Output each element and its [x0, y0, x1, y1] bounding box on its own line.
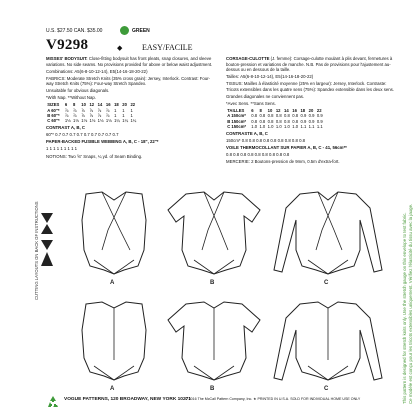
table-cell: 1.0: [267, 123, 274, 129]
french-title: CORSAGE-CULOTTE: [226, 56, 270, 61]
view-c-back: [274, 302, 382, 380]
figure-label: C: [324, 386, 329, 392]
french-unsuitable: Grandes diagonales ne conviennent pas.: [226, 93, 305, 99]
stretch-note-french: Ce modèle est conçu pour les tricots extensibles uniquement. Vérifiez l'élasticité du tissu avec la jauge.: [408, 203, 413, 404]
table-cell: 1.1: [316, 123, 323, 129]
table-cell: 0.8: [251, 113, 258, 119]
view-a-back: [82, 302, 146, 380]
english-nap-note: *With Nap. **Without Nap.: [46, 95, 96, 101]
cutting-layouts-note: CUTTING LAYOUTS ON BACK OF INSTRUCTIONS: [34, 201, 39, 300]
copyright-line: © 2016 The McCall Pattern Company, Inc. ★ PRINTED IN U.S.A. SOLD FOR INDIVIDUAL HOME USE ONLY: [185, 397, 361, 401]
row-label: B 150cm*: [227, 118, 247, 124]
view-b-back: [168, 302, 260, 380]
table-header: 14: [97, 102, 103, 108]
publisher-address: VOGUE PATTERNS, 120 BROADWAY, NEW YORK 10271: [64, 397, 191, 402]
stretch-gauge-strip: [399, 0, 416, 416]
table-cell: ⅞: [97, 113, 102, 119]
table-cell: 1⅛: [89, 118, 96, 124]
table-cell: 1: [122, 107, 125, 113]
table-header: 6: [64, 102, 68, 108]
french-fabrics: TISSUS: Mailles à élasticité moyenne (25% en largeur): Jersey, Interlock. Contraste: Tricots extensibles dans les quatre sens (75%): Spandex extensible dans les deux sens.: [226, 81, 394, 92]
table-cell: ⅞: [105, 113, 110, 119]
table-cell: ⅞: [97, 107, 102, 113]
english-notions: NOTIONS: Two ⅝" Snaps, ¼ yd. of Seam Binding.: [46, 153, 143, 159]
french-column: [226, 56, 394, 166]
row-label: C 150cm*: [227, 123, 247, 129]
table-cell: 0.8: [267, 113, 274, 119]
french-nap-note: *Avec Sens. **Sans Sens.: [226, 100, 276, 106]
table-cell: 0.8: [251, 118, 258, 124]
table-cell: 0.8: [284, 118, 290, 124]
table-cell: 1.0: [292, 123, 299, 129]
view-c-front: [274, 192, 382, 274]
table-cell: 1.0: [259, 123, 266, 129]
table-cell: 0.8: [284, 113, 290, 119]
english-title: MISSES' BODYSUIT:: [46, 56, 88, 61]
green-dot-icon: [120, 26, 129, 35]
table-cell: 0.8: [259, 113, 266, 119]
table-header: 14: [284, 107, 289, 113]
english-contrast-label: CONTRAST A, B, C: [46, 125, 85, 131]
english-interfacing-row: 1 1 1 1 1 1 1 1 1: [46, 146, 78, 152]
table-header: 12: [275, 107, 281, 113]
table-cell: 1: [114, 107, 117, 113]
english-contrast-row: 60"* 0.7 0.7 0.7 0.7 0.7 0.7 0.7 0.7 0.7: [46, 132, 119, 138]
table-cell: ⅞: [64, 107, 69, 113]
table-cell: 1⅛: [64, 118, 71, 124]
view-a-front: [82, 192, 146, 274]
table-header: SIZES: [47, 102, 60, 108]
table-header: 10: [267, 107, 273, 113]
table-cell: 0.9: [308, 118, 315, 124]
english-fabrics: FABRICS: Moderate Stretch Knits (35% cross grain): Jersey, Interlock. Contrast: Four-way Stretch Knits (75%): Four-way Stretch Spandex.: [46, 75, 210, 87]
row-label: A 150cm*: [227, 113, 246, 119]
table-row: [226, 124, 324, 129]
table-header: 8: [259, 107, 262, 113]
english-column: [46, 56, 216, 161]
table-cell: 0.9: [308, 113, 315, 119]
figure-label: B: [210, 386, 215, 392]
garment-drawings: [64, 190, 394, 390]
table-cell: 0.8: [267, 118, 274, 124]
row-label: C 60"*: [47, 118, 60, 124]
table-header: 16: [292, 107, 297, 113]
table-cell: 1¼: [114, 118, 120, 124]
table-cell: 1¼: [122, 118, 129, 124]
table-header: 20: [122, 102, 127, 108]
triangle-markers: [40, 212, 54, 268]
table-row: [46, 118, 137, 123]
table-cell: 0.8: [275, 113, 282, 119]
view-b-front: [168, 192, 260, 274]
figure-label: A: [110, 280, 115, 286]
english-description-text: Close-fitting bodysuit has front pleats, snap closures, and sleeve variations. No side seams. No provisions provided for above or below waist adjustment.: [46, 56, 213, 67]
table-header: 18: [300, 107, 306, 113]
table-cell: 1.0: [251, 123, 258, 129]
stretch-note-english: This pattern is designed for stretch knits only. Use the stretch gauge on this envelope to test fabric.: [402, 212, 407, 404]
english-description: [46, 56, 216, 67]
table-cell: 1¼: [130, 118, 137, 124]
table-cell: ⅞: [89, 113, 93, 119]
row-label: A 60"*: [47, 107, 60, 113]
table-cell: 1: [114, 113, 117, 119]
pattern-number: V9298: [46, 37, 89, 53]
figure-label: A: [110, 386, 115, 392]
table-cell: 0.9: [316, 113, 323, 119]
table-cell: 1.0: [284, 123, 290, 129]
table-header: 20: [308, 107, 314, 113]
english-yardage-table: [46, 102, 137, 123]
recycle-icon: [46, 395, 60, 409]
table-header: 18: [114, 102, 119, 108]
table-cell: 1⅛: [97, 118, 104, 124]
table-cell: 0.8: [275, 118, 282, 124]
table-header: 12: [89, 102, 95, 108]
table-cell: 1: [130, 107, 133, 113]
table-cell: 1.1: [300, 123, 307, 129]
french-voile-label: VOILE THERMOCOLLANT SUR PAPIER A, B, C - 41, 56cm**: [226, 144, 347, 150]
table-cell: 1.1: [308, 123, 315, 129]
table-cell: 1⅛: [81, 118, 88, 124]
table-header: TAILLES: [227, 107, 245, 113]
french-mercerie: MERCERIE: 2 Boutons-pression de 9mm, 0.5m d'extra-fort.: [226, 159, 340, 165]
french-description: (J. femme): Corsage-culotte moulant à plis devant, fermetures à bouton-pression et variations de manche. N.B. Pas de provisions pour l'ajustement au-dessus ou en dessous de la taille.: [226, 56, 393, 72]
figure-label: C: [324, 280, 329, 286]
table-cell: 0.8: [292, 113, 299, 119]
table-header: 22: [316, 107, 322, 113]
price-label: U.S. $27.50 CAN. $35.00: [46, 28, 103, 34]
table-cell: 0.8: [292, 118, 299, 124]
table-cell: ⅞: [89, 107, 93, 113]
french-contrast-row: 150cm* 0.8 0.8 0.8 0.8 0.8 0.8 0.8 0.8 0.8: [226, 137, 306, 143]
table-cell: 0.9: [300, 113, 307, 119]
table-cell: ⅞: [73, 107, 77, 113]
figure-label: B: [210, 280, 215, 286]
table-cell: 1⅛: [105, 118, 112, 124]
table-cell: 0.9: [316, 118, 323, 124]
french-combinations: Tailles: A5(6-8-10-12-14), E5(14-16-18-20-22): [226, 74, 314, 80]
table-cell: ⅞: [105, 107, 110, 113]
color-label: GREEN: [132, 28, 150, 34]
french-yardage-table: [226, 108, 324, 129]
table-cell: 0.9: [300, 118, 307, 124]
french-voile-row: 0.8 0.8 0.8 0.8 0.8 0.8 0.8 0.8 0.8: [226, 151, 290, 157]
table-cell: ⅞: [64, 113, 69, 119]
table-header: 10: [81, 102, 86, 108]
table-cell: 1: [122, 113, 125, 119]
table-cell: 1.0: [275, 123, 282, 129]
table-cell: 1⅛: [73, 118, 79, 124]
table-header: 6: [251, 107, 254, 113]
table-cell: ⅞: [73, 113, 77, 119]
table-cell: ⅞: [81, 113, 85, 119]
diamond-icon: ◆: [117, 45, 123, 52]
difficulty-label: EASY/FACILE: [142, 43, 193, 52]
english-interfacing-label: PAPER-BACKED FUSIBLE WEBBING A, B, C - 18", 22"*: [46, 139, 159, 145]
table-header: 22: [130, 102, 136, 108]
table-cell: ⅞: [81, 107, 85, 113]
row-label: B 60"*: [47, 113, 60, 119]
table-header: 8: [73, 102, 76, 108]
table-header: 16: [105, 102, 111, 108]
table-cell: 1: [130, 113, 133, 119]
english-unsuitable: Unsuitable for obvious diagonals.: [46, 88, 110, 94]
table-cell: 0.8: [259, 118, 266, 124]
french-contrast-label: CONTRASTE A, B, C: [226, 130, 268, 136]
english-combinations: Combinations: A5(6-8-10-12-14), E5(14-16-18-20-22): [46, 68, 148, 74]
